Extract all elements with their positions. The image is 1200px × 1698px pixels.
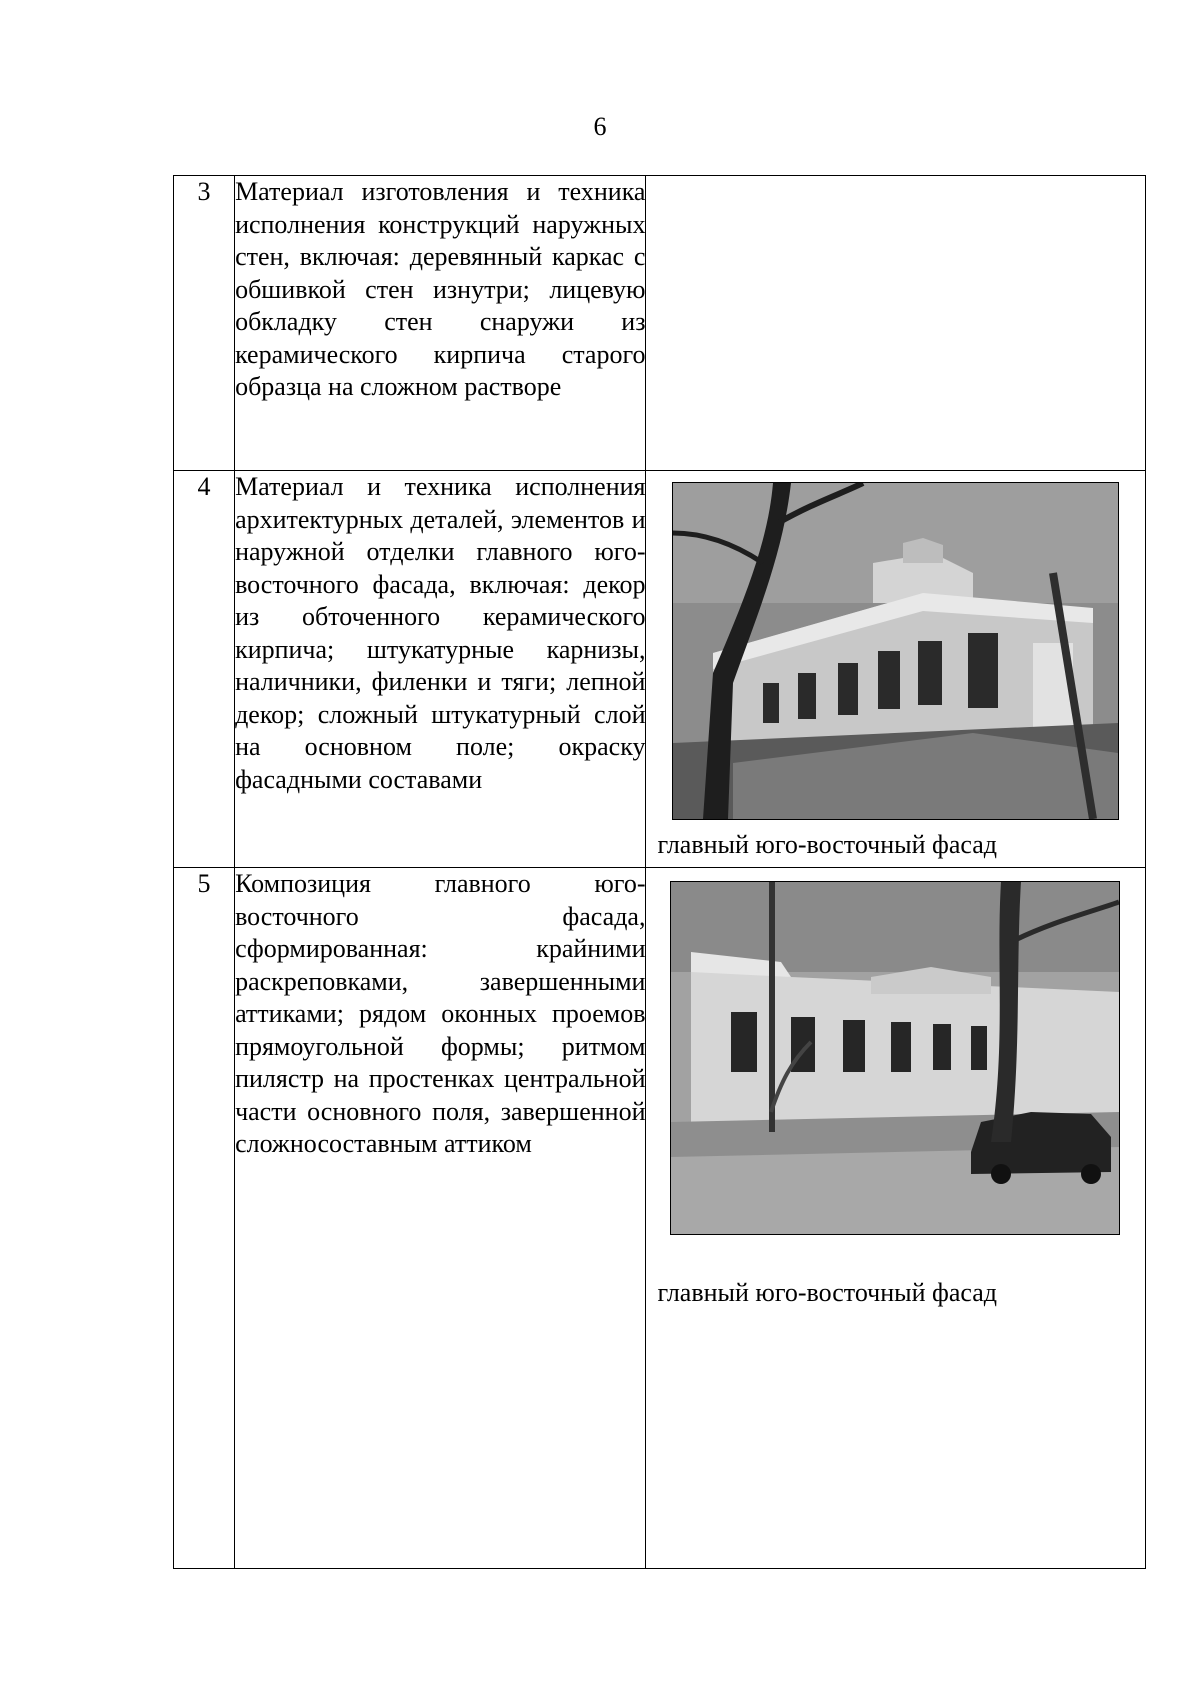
page-number: 6 bbox=[593, 112, 607, 141]
table-row bbox=[174, 176, 1146, 471]
table-row bbox=[174, 471, 1146, 868]
row-description: Материал и техника исполнения архитектурных деталей, элементов и наружной отделки главного юго-восточного фасада, включая: декор из обточенного керамического кирпича; штукатурные карнизы, наличники, филенки и тяги; лепной декор; сложный штукатурный слой на основном поле; окраску фасадными составами bbox=[235, 471, 646, 868]
row-image-cell bbox=[646, 471, 1146, 868]
row-number: 5 bbox=[174, 868, 235, 1569]
facade-photo bbox=[672, 482, 1119, 820]
table-row bbox=[174, 868, 1146, 1569]
row-description: Композиция главного юго-восточного фасада, сформированная: крайними раскреповками, завершенными аттиками; рядом оконных проемов прямоугольной формы; ритмом пилястр на простенках центральной части основного поля, завершенной сложносоставным аттиком bbox=[235, 868, 646, 1569]
photo-caption: главный юго-восточный фасад bbox=[657, 830, 998, 859]
facade-photo bbox=[670, 881, 1120, 1235]
photo-caption: главный юго-восточный фасад bbox=[657, 1278, 998, 1307]
row-number: 3 bbox=[174, 176, 235, 471]
monument-features-table bbox=[173, 175, 1146, 1569]
row-description: Материал изготовления и техника исполнения конструкций наружных стен, включая: деревянный каркас с обшивкой стен изнутри; лицевую обкладку стен снаружи из керамического кирпича старого образца на сложном растворе bbox=[235, 176, 646, 471]
row-image-cell bbox=[646, 868, 1146, 1569]
row-image-cell-empty bbox=[646, 176, 1146, 471]
row-number: 4 bbox=[174, 471, 235, 868]
